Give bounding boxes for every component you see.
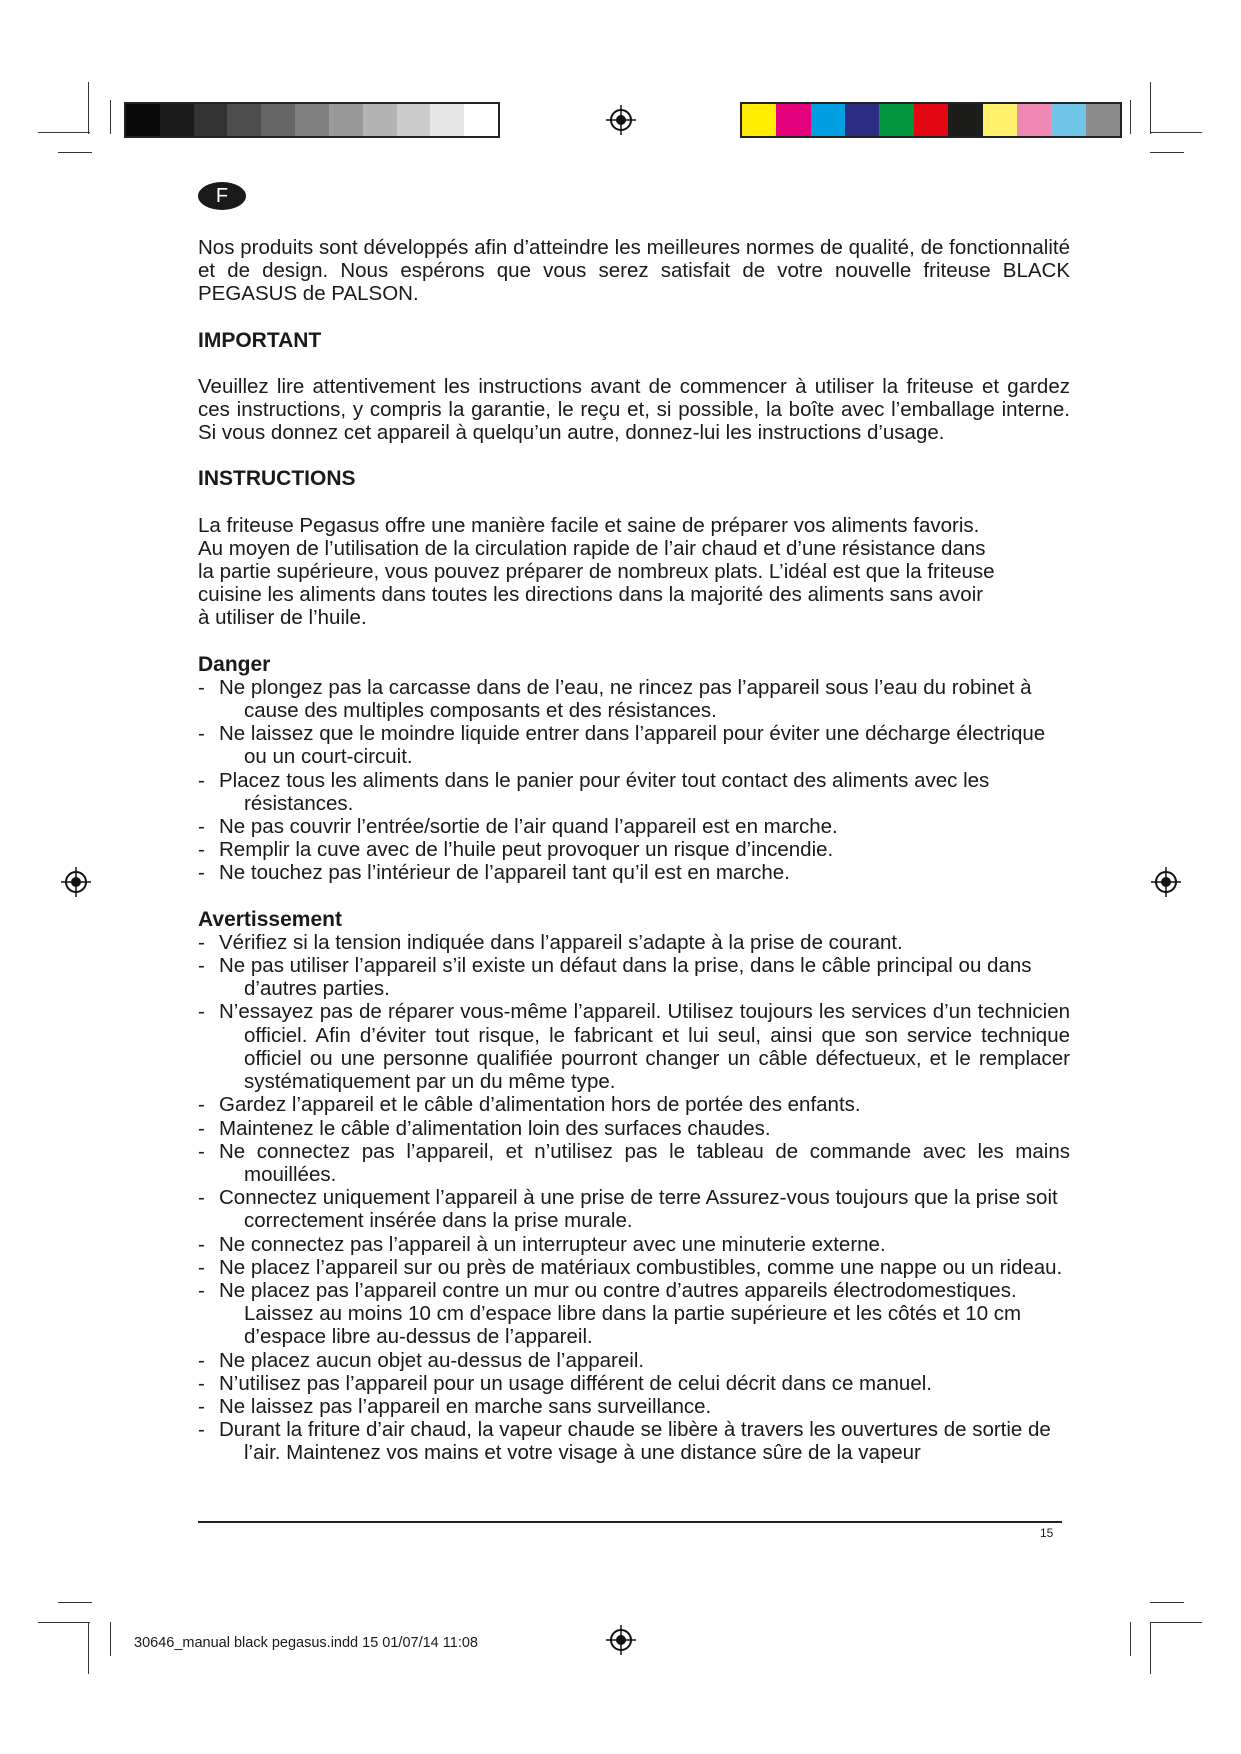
section-heading-important: IMPORTANT bbox=[198, 328, 322, 352]
crop-mark bbox=[58, 1602, 92, 1603]
grayscale-swatch bbox=[261, 104, 295, 136]
intro-paragraph: Nos produits sont développés afin d’atteindre les meilleures normes de qualité, de fonctionnalité et de design. Nous espérons que vous serez satisfait de votre nouvelle friteuse BLACK PEGASUS de PALSON. bbox=[198, 236, 1070, 306]
list-item: - Ne touchez pas l’intérieur de l’appareil tant qu’il est en marche. bbox=[198, 861, 1070, 884]
grayscale-swatch bbox=[397, 104, 431, 136]
print-slug: 30646_manual black pegasus.indd 15 01/07/14 11:08 bbox=[134, 1635, 478, 1651]
list-item: - Ne laissez que le moindre liquide entrer dans l’appareil pour éviter une décharge électrique ou un court-circuit. bbox=[198, 722, 1070, 768]
instructions-line: Au moyen de l’utilisation de la circulation rapide de l’air chaud et d’une résistance dans bbox=[198, 536, 986, 560]
list-item: - Connectez uniquement l’appareil à une prise de terre Assurez-vous toujours que la prise soit correctement insérée dans la prise murale. bbox=[198, 1186, 1070, 1232]
color-swatch bbox=[845, 104, 879, 136]
crop-mark bbox=[58, 152, 92, 153]
page-number: 15 bbox=[1040, 1526, 1054, 1540]
grayscale-swatch bbox=[160, 104, 194, 136]
color-swatch bbox=[811, 104, 845, 136]
crop-mark bbox=[1150, 152, 1184, 153]
color-swatch bbox=[879, 104, 913, 136]
list-item: - Ne connectez pas l’appareil, et n’utilisez pas le tableau de commande avec les mains mouillées. bbox=[198, 1140, 1070, 1186]
crop-mark bbox=[1150, 132, 1202, 133]
list-item: - Ne laissez pas l’appareil en marche sans surveillance. bbox=[198, 1395, 1070, 1418]
color-swatch bbox=[1051, 104, 1085, 136]
grayscale-swatch bbox=[363, 104, 397, 136]
grayscale-swatch bbox=[464, 104, 498, 136]
section-heading-avertissement: Avertissement bbox=[198, 907, 342, 931]
danger-list bbox=[198, 676, 1070, 885]
grayscale-swatch bbox=[194, 104, 228, 136]
list-item: - N’essayez pas de réparer vous-même l’appareil. Utilisez toujours les services d’un technicien officiel. Afin d’éviter tout risque, le fabricant et lui seul, ainsi que son service technique officiel ou une personne qualifiée pourront changer un câble défectueux, et le remplacer systématiquement par un du même type. bbox=[198, 1000, 1070, 1093]
list-item: - Placez tous les aliments dans le panier pour éviter tout contact des aliments avec les résistances. bbox=[198, 769, 1070, 815]
section-heading-instructions: INSTRUCTIONS bbox=[198, 467, 356, 491]
registration-mark-icon bbox=[606, 105, 636, 135]
grayscale-swatch bbox=[295, 104, 329, 136]
list-item: - Ne placez aucun objet au-dessus de l’appareil. bbox=[198, 1349, 1070, 1372]
list-item: - Ne placez l’appareil sur ou près de matériaux combustibles, comme une nappe ou un rideau. bbox=[198, 1256, 1070, 1279]
crop-mark bbox=[1150, 1622, 1151, 1674]
crop-mark bbox=[110, 1622, 111, 1656]
color-swatch bbox=[776, 104, 810, 136]
crop-mark bbox=[38, 132, 90, 133]
bottom-rule bbox=[198, 1521, 1062, 1523]
color-swatch bbox=[983, 104, 1017, 136]
crop-mark bbox=[88, 82, 89, 134]
language-badge: F bbox=[198, 182, 246, 210]
instructions-line: la partie supérieure, vous pouvez préparer de nombreux plats. L’idéal est que la friteuse bbox=[198, 560, 995, 584]
grayscale-calibration-bar bbox=[124, 102, 500, 138]
important-paragraph: Veuillez lire attentivement les instructions avant de commencer à utiliser la friteuse et gardez ces instructions, y compris la garantie, le reçu et, si possible, la boîte avec l’emballage interne. Si vous donnez cet appareil à quelqu’un autre, donnez-lui les instructions d’usage. bbox=[198, 374, 1070, 445]
list-item: - N’utilisez pas l’appareil pour un usage différent de celui décrit dans ce manuel. bbox=[198, 1372, 1070, 1395]
color-swatch bbox=[914, 104, 948, 136]
registration-mark-icon bbox=[61, 867, 91, 897]
list-item: - Remplir la cuve avec de l’huile peut provoquer un risque d’incendie. bbox=[198, 838, 1070, 861]
color-swatch bbox=[948, 104, 982, 136]
instructions-line: La friteuse Pegasus offre une manière facile et saine de préparer vos aliments favoris. bbox=[198, 513, 980, 537]
grayscale-swatch bbox=[227, 104, 261, 136]
list-item: - Ne connectez pas l’appareil à un interrupteur avec une minuterie externe. bbox=[198, 1233, 1070, 1256]
crop-mark bbox=[38, 1622, 90, 1623]
section-heading-danger: Danger bbox=[198, 652, 271, 676]
registration-mark-icon bbox=[606, 1625, 636, 1655]
crop-mark bbox=[1150, 82, 1151, 134]
color-swatch bbox=[1086, 104, 1120, 136]
crop-mark bbox=[88, 1622, 89, 1674]
instructions-line: à utiliser de l’huile. bbox=[198, 606, 367, 630]
grayscale-swatch bbox=[126, 104, 160, 136]
crop-mark bbox=[1130, 100, 1131, 134]
color-swatch bbox=[742, 104, 776, 136]
grayscale-swatch bbox=[329, 104, 363, 136]
grayscale-swatch bbox=[430, 104, 464, 136]
list-item: - Maintenez le câble d’alimentation loin des surfaces chaudes. bbox=[198, 1117, 1070, 1140]
crop-mark bbox=[1150, 1602, 1184, 1603]
color-calibration-bar bbox=[740, 102, 1122, 138]
crop-mark bbox=[1130, 1622, 1131, 1656]
registration-mark-icon bbox=[1151, 867, 1181, 897]
list-item: - Gardez l’appareil et le câble d’alimentation hors de portée des enfants. bbox=[198, 1093, 1070, 1116]
list-item: - Ne pas couvrir l’entrée/sortie de l’air quand l’appareil est en marche. bbox=[198, 815, 1070, 838]
color-swatch bbox=[1017, 104, 1051, 136]
list-item: - Durant la friture d’air chaud, la vapeur chaude se libère à travers les ouvertures de sortie de l’air. Maintenez vos mains et votre visage à une distance sûre de la vapeur bbox=[198, 1418, 1070, 1464]
crop-mark bbox=[110, 100, 111, 134]
page-content bbox=[198, 236, 1070, 1465]
list-item: - Ne plongez pas la carcasse dans de l’eau, ne rincez pas l’appareil sous l’eau du robinet à cause des multiples composants et des résistances. bbox=[198, 676, 1070, 722]
list-item: - Vérifiez si la tension indiquée dans l’appareil s’adapte à la prise de courant. bbox=[198, 931, 1070, 954]
crop-mark bbox=[1150, 1622, 1202, 1623]
list-item: - Ne placez pas l’appareil contre un mur ou contre d’autres appareils électrodomestiques. Laissez au moins 10 cm d’espace libre dans la partie supérieure et les côtés et 10 cm d’espace libre au-dessus de l’appareil. bbox=[198, 1279, 1070, 1349]
instructions-line: cuisine les aliments dans toutes les directions dans la majorité des aliments sans avoir bbox=[198, 583, 984, 607]
avertissement-list bbox=[198, 931, 1070, 1465]
list-item: - Ne pas utiliser l’appareil s’il existe un défaut dans la prise, dans le câble principal ou dans d’autres parties. bbox=[198, 954, 1070, 1000]
